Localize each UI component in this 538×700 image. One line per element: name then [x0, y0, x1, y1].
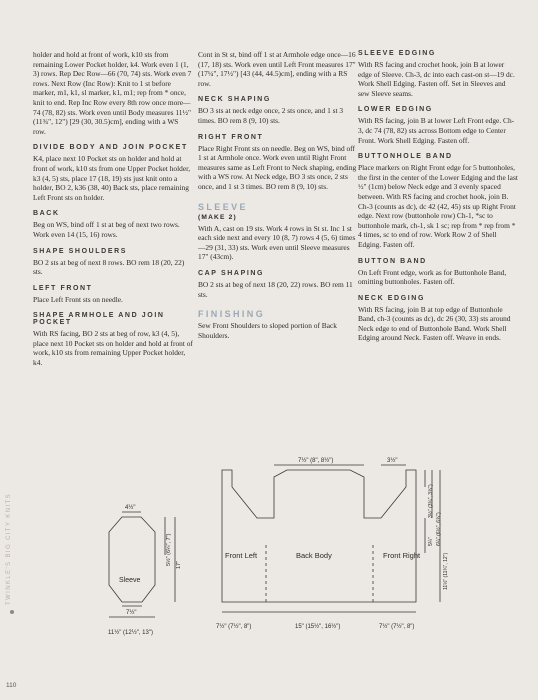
sleeve-heading: SLEEVE — [198, 201, 248, 212]
paragraph: BO 2 sts at beg of next 8 rows. BO rem 18 (20, 22) sts. — [33, 257, 185, 277]
section-heading: LEFT FRONT — [33, 284, 93, 292]
section-heading: NECK EDGING — [358, 294, 425, 302]
paragraph: Place markers on Right Front edge for 5 buttonholes, the first in the center of the Lower Edging and the last ½" (1cm) below Neck edge and 3 evenly spaced between. With RS facing and crochet hook, join B. Ch-3 (counts as dc), dc 42 (42, 45) sts up Right Front edge. Next row (buttonhole row) Ch-1, *sc to buttonhole mark, ch-1, sk 1 sc; rep from * rep from * 4 times, sc to end of row. Work Row 2 of Shell Edging. Fasten off. — [358, 163, 518, 249]
section-heading: BUTTON BAND — [358, 257, 427, 265]
paragraph: BO 2 sts at beg of next 18 (20, 22) rows. BO rem 11 sts. — [198, 279, 353, 299]
paragraph: Cont in St st, bind off 1 st at Armhole edge once—16 (17, 18) sts. Work even until Left Front measures 17" (17¼", 17½") [43 (44, 44.5)cm], ending with a RS row. — [198, 50, 356, 88]
sleeve-width-dim: 11½" (12½", 13") — [108, 630, 153, 636]
back-top-dim: 7½" (8", 8½") — [298, 458, 334, 464]
back-body-label: Back Body — [296, 551, 332, 560]
paragraph: With A, cast on 19 sts. Work 4 rows in St st. Inc 1 st each side next and every 10 (8, 7) rows 4 (5, 6) times—29 (31, 33) sts. Work even until Sleeve measures 17" (43cm). — [198, 223, 356, 262]
paragraph: holder and hold at front of work, k10 sts from remaining Lower Pocket holder, k4. Work even 1 (1, 3) rows. Rep Dec Row—66 (70, 74) sts. Work even 7 rows. Next Row (Inc Row): Knit to 1 st before marker, m1, k1, sl marker, k1, m1; rep from * once, knit to end. Rep Inc Row every 8th row once more—74 (78, 82) sts. Work even until Body measures 11½" (11¾", 12") [29 (30, 30.5)cm], ending with a WS row. — [33, 50, 192, 136]
body-outline — [222, 470, 416, 602]
section-heading: CAP SHAPING — [198, 269, 265, 277]
right-dim-2: 6¼" (6½", 6¾") — [436, 512, 442, 546]
paragraph: Sew Front Shoulders to sloped portion of Back Shoulders. — [198, 321, 337, 340]
sleeve-subheading: (MAKE 2) — [198, 213, 237, 221]
section-heading: RIGHT FRONT — [198, 133, 264, 141]
paragraph: With RS facing, join B at lower Left Front edge. Ch-3, dc 74 (78, 82) sts across Bottom edge to Center Front. Work Shell Edging. Fasten off. — [358, 116, 515, 145]
section-heading: BACK — [33, 210, 60, 218]
sleeve-outline — [109, 517, 155, 602]
paragraph: Place Right Front sts on needle. Beg on WS, bind off 1 st at Armhole once. Work even until Right Front measures same as Left Front to Neck shaping, ending with a WS row. At Neck edge, BO 3 sts once, 2 sts once, and 1 st 3 times. BO rem 8 (9, 10) sts. — [198, 143, 357, 191]
section-heading: SLEEVE EDGING — [358, 50, 436, 57]
paragraph: On Left Front edge, work as for Buttonhole Band, omitting buttonholes. Fasten off. — [358, 267, 507, 287]
column-1 — [33, 50, 193, 374]
bottom-right-dim: 7½" (7½", 8") — [379, 624, 415, 630]
book-title-side: TWINKLE'S BIG CITY KNITS — [6, 493, 12, 605]
sleeve-top-dim: 4½" — [125, 505, 136, 511]
section-heading: NECK SHAPING — [198, 96, 271, 104]
bullet-dot — [10, 610, 14, 614]
front-left-label: Front Left — [225, 551, 258, 560]
bottom-mid-dim: 15" (15½", 16½") — [295, 624, 341, 630]
section-heading: DIVIDE BODY AND JOIN POCKET — [33, 144, 188, 152]
column-3 — [358, 50, 518, 349]
front-right-label: Front Right — [383, 551, 421, 560]
column-2 — [198, 50, 358, 346]
sleeve-cuff-dim: 7½" — [126, 610, 137, 616]
right-dim-4: 11½" (11¾", 12") — [443, 552, 449, 590]
section-heading: SHAPE SHOULDERS — [33, 247, 128, 255]
section-heading: SHAPE ARMHOLE AND JOIN POCKET — [33, 312, 165, 327]
sleeve-label: Sleeve — [119, 577, 141, 584]
garment-schematic — [0, 455, 538, 700]
page-number: 110 — [6, 682, 17, 689]
right-dim-3: 5¼" — [428, 537, 434, 546]
right-dim-1: 3½" (3¾", 3¾") — [428, 484, 434, 518]
finishing-heading: FINISHING — [198, 309, 266, 320]
paragraph: Place Left Front sts on needle. — [33, 294, 123, 304]
bottom-left-dim: 7½" (7½", 8") — [216, 624, 252, 630]
paragraph: BO 3 sts at neck edge once, 2 sts once, and 1 st 3 times. BO rem 8 (9, 10) sts. — [198, 106, 344, 125]
shoulder-dim: 3½" — [387, 458, 398, 464]
sleeve-cap-dim: 5½" (6¼", 7") — [166, 533, 172, 566]
sleeve-length-dim: 17" — [176, 560, 182, 569]
section-heading: LOWER EDGING — [358, 106, 433, 114]
paragraph: With RS facing and crochet hook, join B at lower edge of Sleeve. Ch-3, dc into each cast-on st—19 dc. Work Shell Edging. Fasten off. Set in Sleeves and sew Sleeve seams. — [358, 60, 515, 98]
paragraph: Beg on WS, bind off 1 st at beg of next two rows. Work even 14 (15, 16) rows. — [33, 220, 180, 239]
section-heading: BUTTONHOLE BAND — [358, 153, 453, 161]
paragraph: With RS facing, BO 2 sts at beg of row, k3 (4, 5), place next 10 Pocket sts on holder and hold at front of work, k10 sts from remaining Upper Pocket holder, k4. — [33, 329, 193, 368]
paragraph: K4, place next 10 Pocket sts on holder and hold at front of work, k10 sts from one Upper Pocket holder, k3 (4, 5) sts, place 17 (18, 19) sts just knit onto a holder, BO 2, k36 (38, 40) Back sts, place remaining Left Front sts on holder. — [33, 154, 191, 202]
paragraph: With RS facing, join B at top edge of Buttonhole Band, ch-3 (counts as dc), dc 26 (30, 33) sts around Neck edge to end of Buttonhole Band. Work Shell Edging around Neck. Fasten off. Weave in ends. — [358, 304, 511, 343]
